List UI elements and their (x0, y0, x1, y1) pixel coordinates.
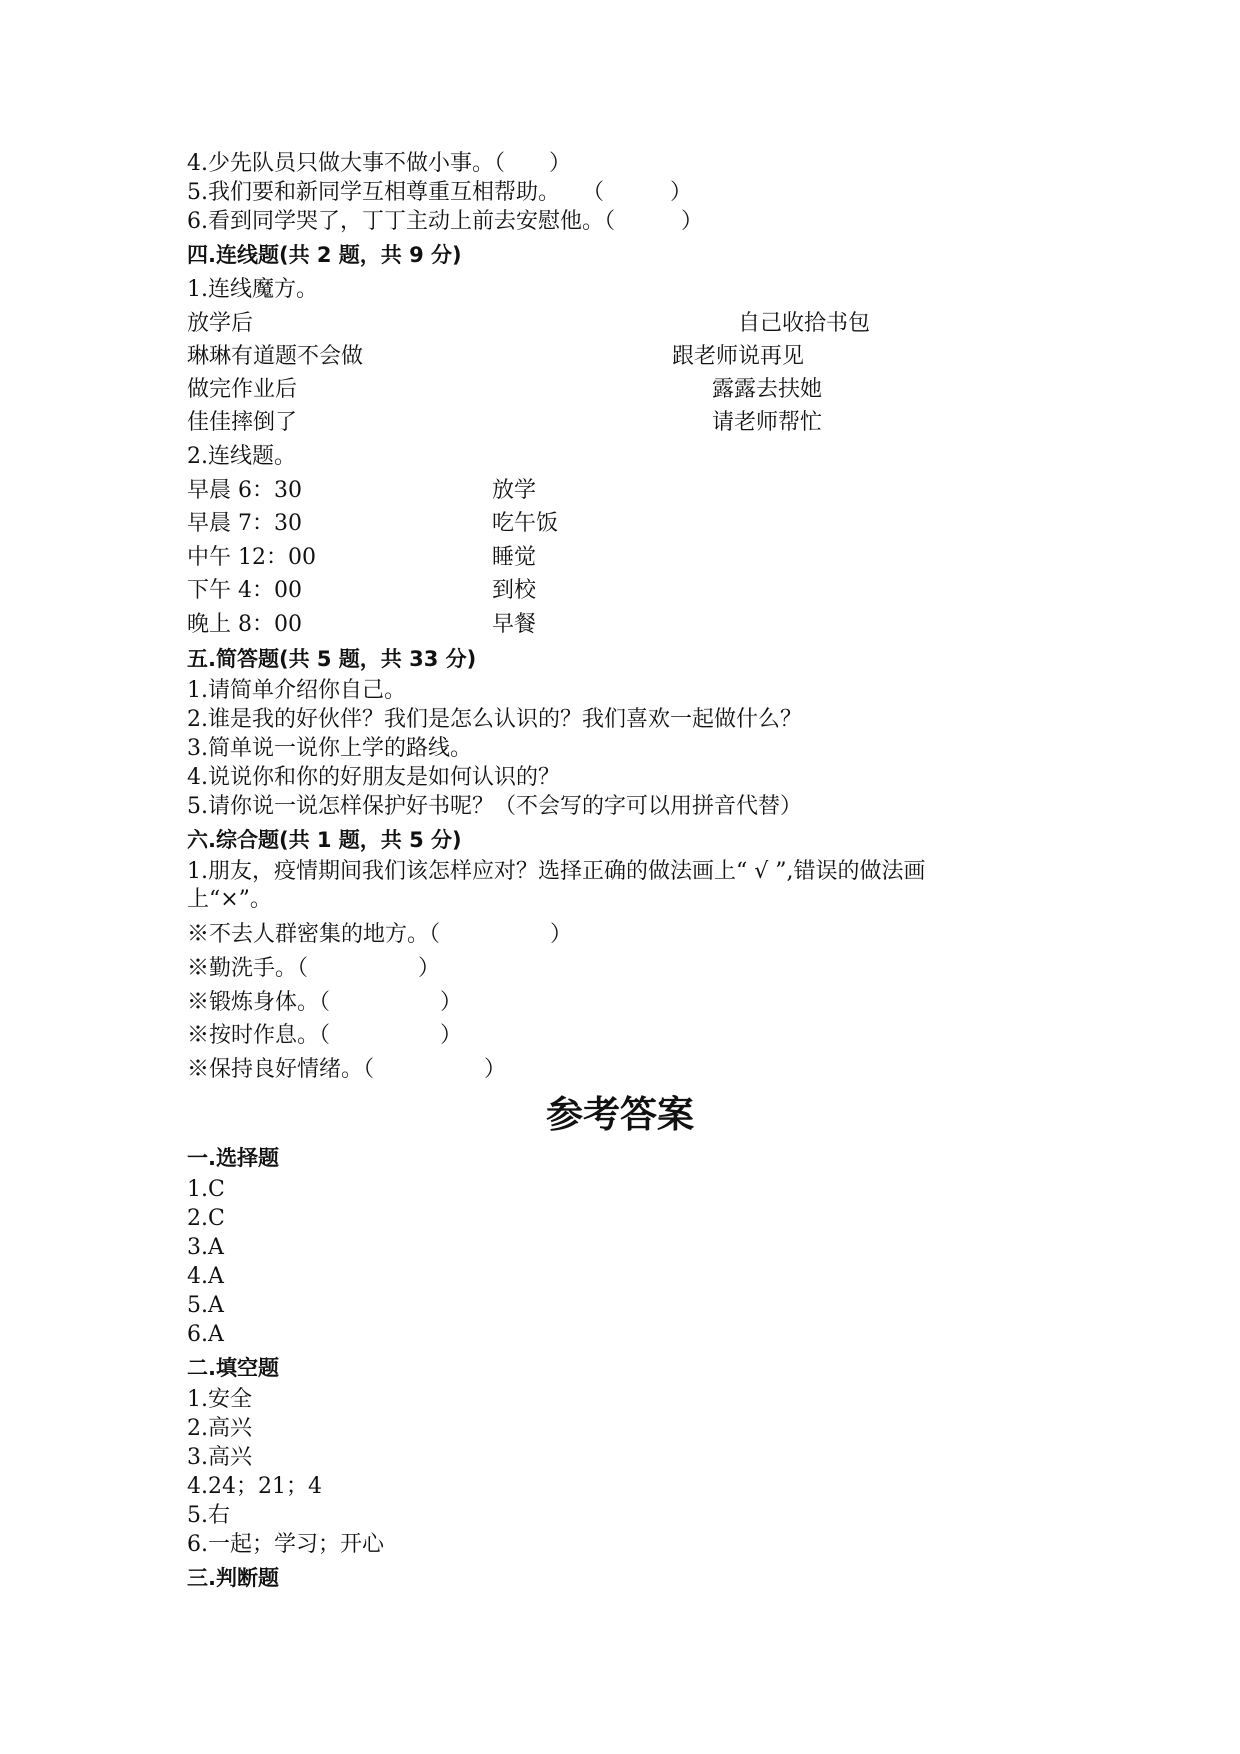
match-q2-right-item: 睡觉 (492, 545, 537, 570)
answer-item: 5.右 (187, 1503, 230, 1528)
answers-section-3-heading: 三.判断题 (187, 1566, 279, 1590)
match-q2-right-item: 放学 (492, 478, 537, 503)
judge-item-6: 6.看到同学哭了，丁丁主动上前去安慰他。（ ） (187, 209, 703, 234)
answer-item: 2.高兴 (187, 1416, 252, 1441)
answers-title: 参考答案 (546, 1093, 694, 1136)
match-q2-text: 2.连线题。 (187, 444, 296, 469)
answer-item: 3.高兴 (187, 1445, 252, 1470)
answer-item: 5.A (187, 1293, 224, 1318)
section-4-heading: 四.连线题(共 2 题，共 9 分) (187, 243, 462, 267)
comprehensive-item: ※保持良好情绪。（ ） (187, 1057, 507, 1082)
answer-item: 6.一起；学习；开心 (187, 1532, 384, 1557)
match-q1-text: 1.连线魔方。 (187, 277, 318, 302)
match-q1-left-item: 做完作业后 (187, 377, 298, 402)
match-q1-right-item: 自己收拾书包 (738, 311, 871, 336)
judge-item-5: 5.我们要和新同学互相尊重互相帮助。 （ ） (187, 180, 692, 205)
match-q1-right-item: 露露去扶她 (712, 377, 823, 402)
comprehensive-q-line1: 1.朋友，疫情期间我们该怎样应对？选择正确的做法画上“ √ ”,错误的做法画 (187, 859, 926, 884)
match-q2-right-item: 早餐 (492, 612, 537, 637)
comprehensive-item: ※锻炼身体。（ ） (187, 990, 463, 1015)
answer-item: 3.A (187, 1235, 224, 1260)
match-q2-left-item: 下午 4：00 (187, 578, 302, 603)
short-answer-item: 2.谁是我的好伙伴？我们是怎么认识的？我们喜欢一起做什么？ (187, 707, 802, 732)
match-q1-left-item: 琳琳有道题不会做 (187, 344, 364, 369)
short-answer-item: 4.说说你和你的好朋友是如何认识的？ (187, 765, 560, 790)
comprehensive-item: ※不去人群密集的地方。（ ） (187, 922, 573, 947)
section-6-heading: 六.综合题(共 1 题，共 5 分) (187, 828, 462, 852)
judge-item-4: 4.少先队员只做大事不做小事。（ ） (187, 151, 571, 176)
match-q1-right-item: 请老师帮忙 (712, 410, 823, 435)
match-q1-left-item: 放学后 (187, 311, 254, 336)
comprehensive-item: ※按时作息。（ ） (187, 1023, 463, 1048)
answers-section-2-heading: 二.填空题 (187, 1356, 279, 1380)
match-q2-left-item: 中午 12：00 (187, 545, 316, 570)
answer-item: 4.A (187, 1264, 224, 1289)
comprehensive-q-line2: 上“×”。 (187, 887, 272, 912)
answer-item: 1.C (187, 1177, 225, 1202)
short-answer-item: 3.简单说一说你上学的路线。 (187, 736, 472, 761)
match-q2-left-item: 早晨 6：30 (187, 478, 302, 503)
answer-item: 6.A (187, 1322, 224, 1347)
match-q2-left-item: 晚上 8：00 (187, 612, 302, 637)
short-answer-item: 1.请简单介绍你自己。 (187, 678, 406, 703)
answer-item: 4.24；21；4 (187, 1474, 322, 1499)
match-q1-right-item: 跟老师说再见 (672, 344, 805, 369)
section-5-heading: 五.简答题(共 5 题，共 33 分) (187, 647, 477, 671)
answer-item: 1.安全 (187, 1387, 252, 1412)
answer-item: 2.C (187, 1206, 225, 1231)
answers-section-1-heading: 一.选择题 (187, 1146, 279, 1170)
match-q2-right-item: 到校 (492, 578, 537, 603)
comprehensive-item: ※勤洗手。（ ） (187, 956, 441, 981)
match-q2-left-item: 早晨 7：30 (187, 511, 302, 536)
match-q2-right-item: 吃午饭 (492, 511, 559, 536)
match-q1-left-item: 佳佳摔倒了 (187, 410, 298, 435)
short-answer-item: 5.请你说一说怎样保护好书呢？（不会写的字可以用拼音代替） (187, 794, 802, 819)
